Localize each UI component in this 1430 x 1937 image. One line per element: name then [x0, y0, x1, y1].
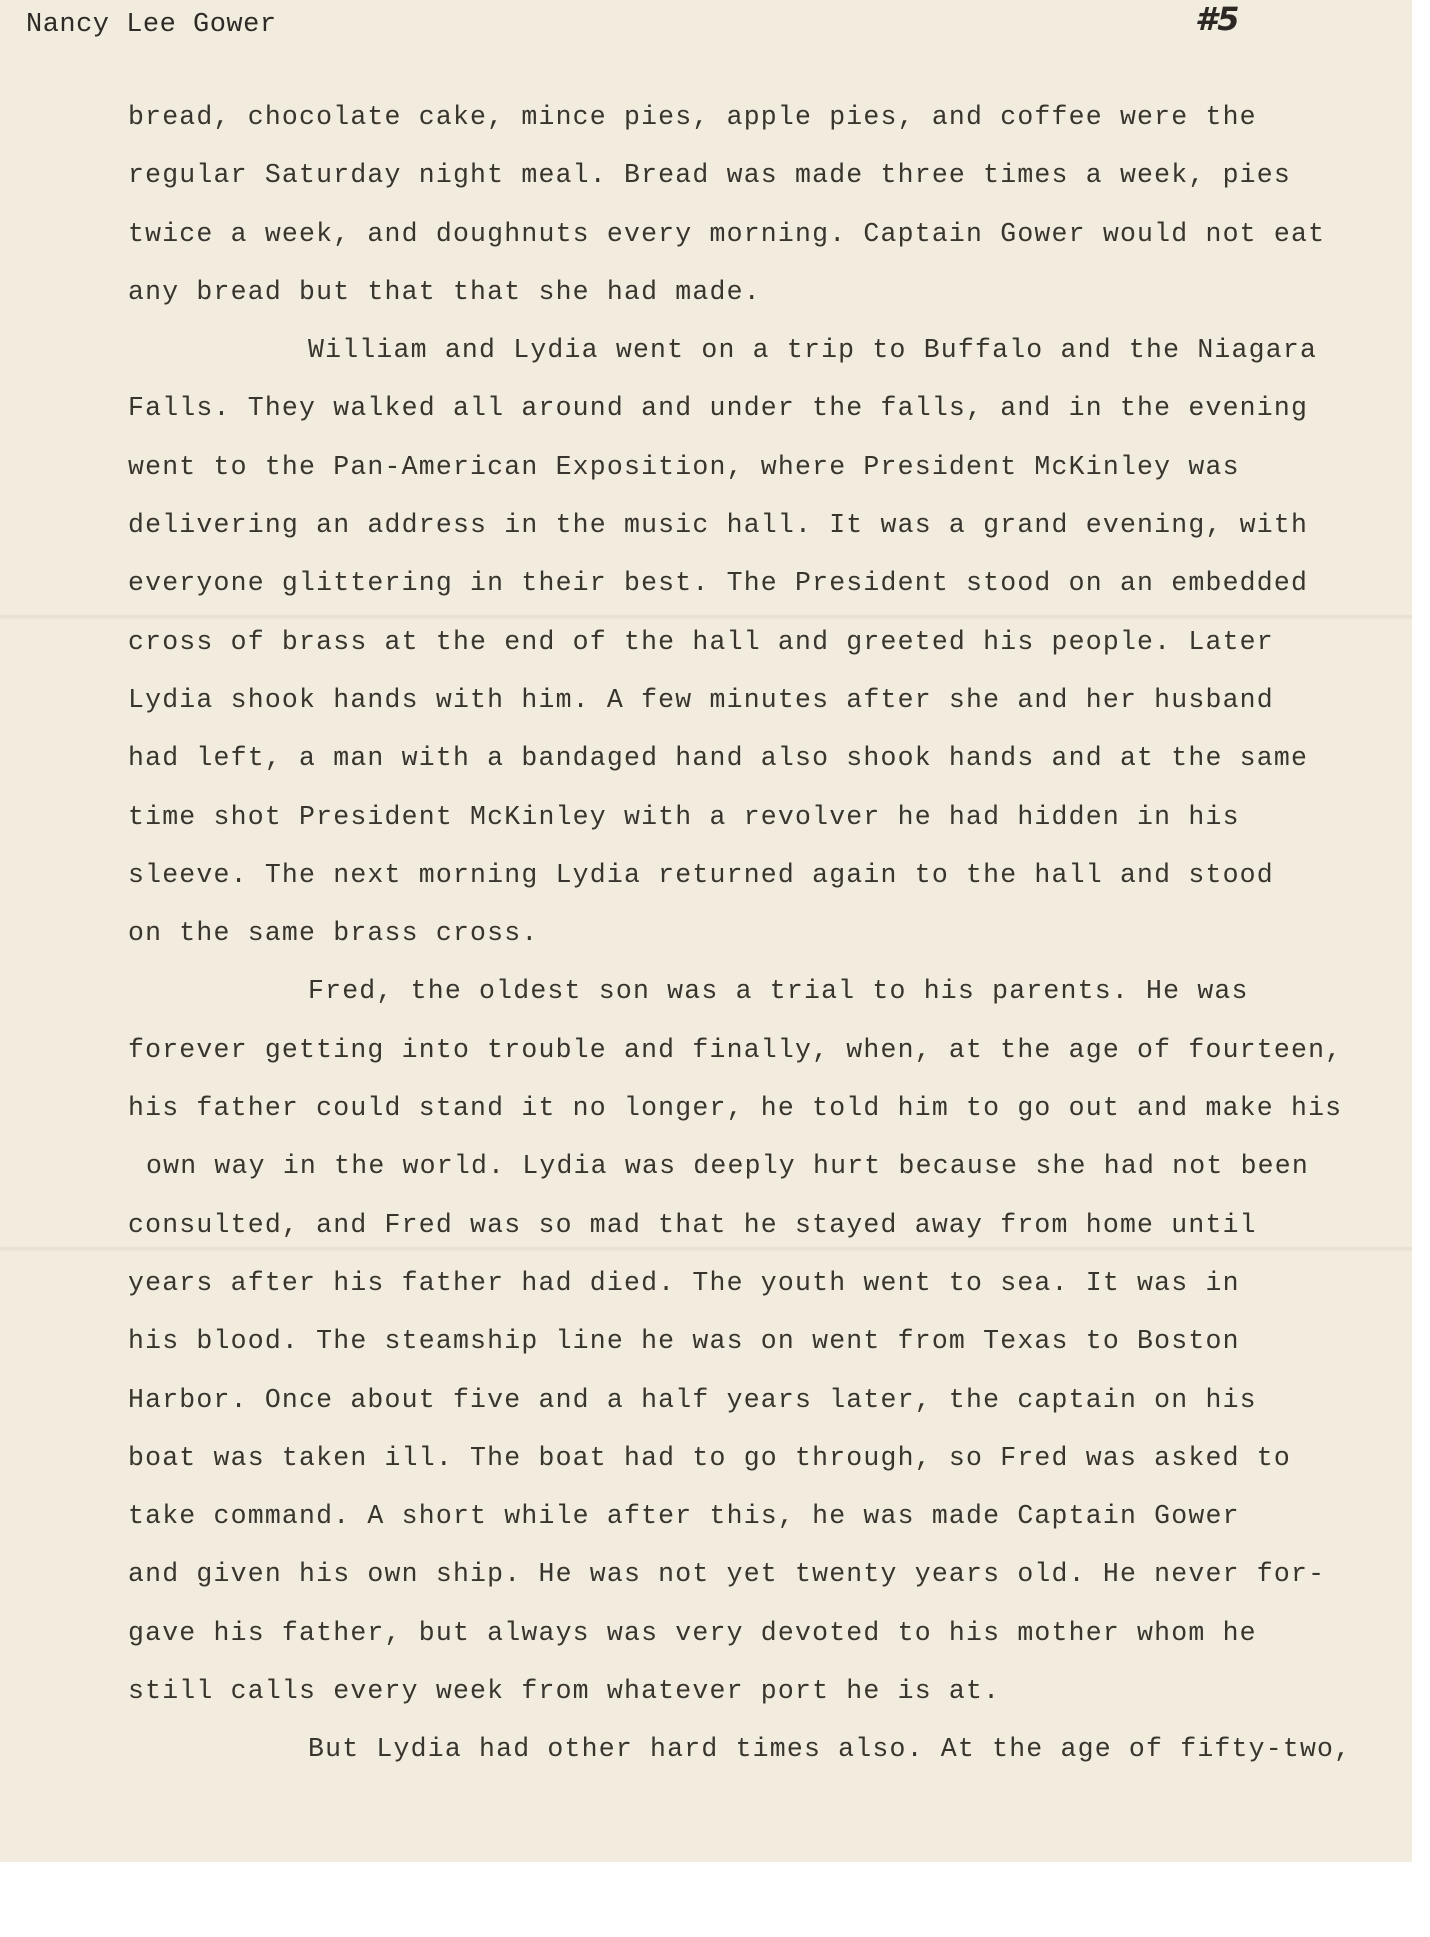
- text-line: years after his father had died. The youth went to sea. It was in: [128, 1267, 1240, 1298]
- text-line: forever getting into trouble and finally, when, at the age of fourteen,: [128, 1034, 1343, 1065]
- text-line: still calls every week from whatever port he is at.: [128, 1676, 1001, 1707]
- text-line: own way in the world. Lydia was deeply hurt because she had not been: [146, 1151, 1309, 1182]
- page-number: #5: [1195, 0, 1240, 38]
- text-line: gave his father, but always was very devoted to his mother whom he: [128, 1617, 1257, 1648]
- text-line: Lydia shook hands with him. A few minutes after she and her husband: [128, 684, 1274, 715]
- text-line: time shot President McKinley with a revolver he had hidden in his: [128, 801, 1240, 832]
- text-line: Falls. They walked all around and under the falls, and in the evening: [128, 393, 1309, 424]
- text-line: his blood. The steamship line he was on went from Texas to Boston: [128, 1326, 1240, 1357]
- text-line: and given his own ship. He was not yet twenty years old. He never for-: [128, 1559, 1326, 1590]
- text-line: on the same brass cross.: [128, 918, 539, 949]
- text-line: his father could stand it no longer, he told him to go out and make his: [128, 1093, 1343, 1124]
- author-header: Nancy Lee Gower: [26, 10, 277, 40]
- text-line: regular Saturday night meal. Bread was made three times a week, pies: [128, 160, 1291, 191]
- page-margin: [0, 1862, 1430, 1937]
- paragraph-start-line: William and Lydia went on a trip to Buffalo and the Niagara: [308, 335, 1318, 366]
- text-line: everyone glittering in their best. The President stood on an embedded: [128, 568, 1309, 599]
- paragraph-start-line: But Lydia had other hard times also. At the age of fifty-two,: [308, 1734, 1352, 1765]
- text-line: went to the Pan-American Exposition, where President McKinley was: [128, 451, 1240, 482]
- text-line: take command. A short while after this, he was made Captain Gower: [128, 1501, 1240, 1532]
- text-line: sleeve. The next morning Lydia returned again to the hall and stood: [128, 859, 1274, 890]
- paragraph-start-line: Fred, the oldest son was a trial to his parents. He was: [308, 976, 1249, 1007]
- text-line: delivering an address in the music hall. It was a grand evening, with: [128, 510, 1309, 541]
- text-line: boat was taken ill. The boat had to go through, so Fred was asked to: [128, 1442, 1291, 1473]
- text-line: consulted, and Fred was so mad that he stayed away from home until: [128, 1209, 1257, 1240]
- text-line: had left, a man with a bandaged hand also shook hands and at the same: [128, 743, 1309, 774]
- text-line: Harbor. Once about five and a half years later, the captain on his: [128, 1384, 1257, 1415]
- text-line: any bread but that that she had made.: [128, 276, 761, 307]
- document-body: [128, 88, 1398, 1779]
- text-line: bread, chocolate cake, mince pies, apple pies, and coffee were the: [128, 102, 1257, 132]
- text-line: twice a week, and doughnuts every morning. Captain Gower would not eat: [128, 218, 1326, 249]
- text-line: cross of brass at the end of the hall and greeted his people. Later: [128, 626, 1274, 657]
